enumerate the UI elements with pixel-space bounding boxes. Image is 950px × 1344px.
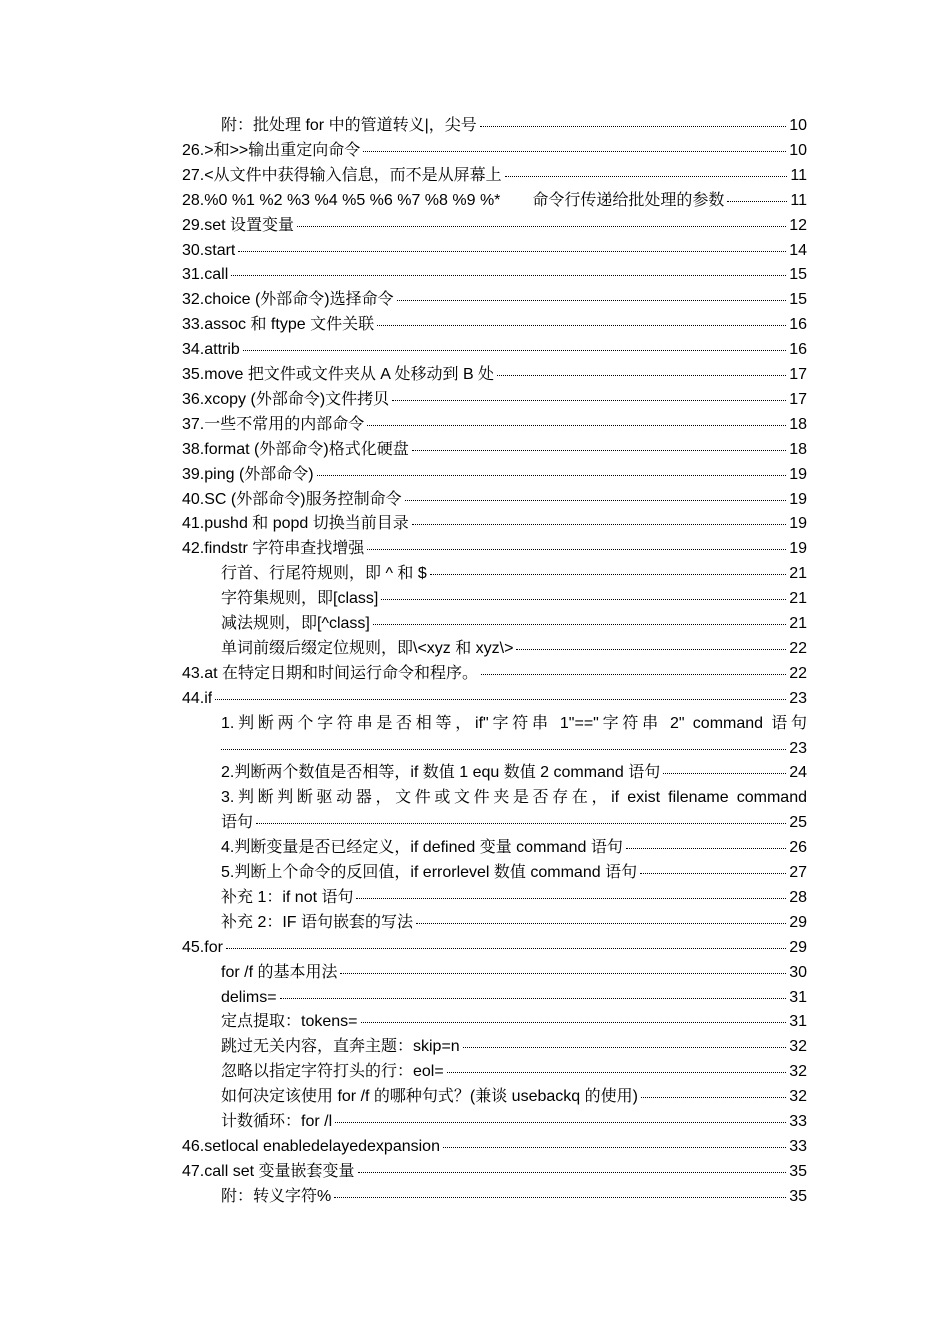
toc-entry-title: 单词前缀后缀定位规则，即\<xyz 和 xyz\> <box>221 639 514 657</box>
dot-leader <box>480 126 786 127</box>
toc-entry-page: 35 <box>789 1187 807 1205</box>
toc-entry-title: 33.assoc 和 ftype 文件关联 <box>182 316 375 334</box>
toc-entry[interactable] <box>221 986 807 1011</box>
toc-entry-page: 30 <box>789 963 807 981</box>
toc-entry[interactable] <box>221 886 807 911</box>
toc-entry[interactable] <box>182 413 807 438</box>
toc-entry[interactable] <box>221 1060 807 1085</box>
toc-entry[interactable] <box>221 961 807 986</box>
toc-entry-page: 19 <box>789 490 807 508</box>
toc-entry-title: 5.判断上个命令的反回值，if errorlevel 数值 command 语句 <box>221 864 638 881</box>
toc-entry-page: 31 <box>789 988 807 1006</box>
toc-entry[interactable] <box>221 562 807 587</box>
dot-leader <box>641 1097 786 1098</box>
dot-leader <box>505 176 788 177</box>
toc-entry[interactable] <box>221 861 807 886</box>
dot-leader <box>317 475 787 476</box>
toc-entry-page: 17 <box>789 390 807 408</box>
toc-entry-page: 27 <box>789 864 807 881</box>
dot-leader <box>381 599 786 600</box>
toc-entry-title: 38.format (外部命令)格式化硬盘 <box>182 440 409 458</box>
toc-entry-page: 32 <box>789 1088 807 1106</box>
dot-leader <box>373 624 786 625</box>
toc-entry-title: 34.attrib <box>182 341 240 359</box>
toc-entry-page: 19 <box>789 540 807 558</box>
toc-entry[interactable] <box>221 1085 807 1110</box>
toc-entry-title: 4.判断变量是否已经定义，if defined 变量 command 语句 <box>221 839 623 857</box>
toc-entry-page: 22 <box>789 664 807 682</box>
toc-entry[interactable] <box>221 761 807 786</box>
toc-entry-title: 46.setlocal enabledelayedexpansion <box>182 1137 440 1155</box>
toc-entry[interactable] <box>182 313 807 338</box>
toc-entry-title: 42.findstr 字符串查找增强 <box>182 540 365 558</box>
toc-entry-page: 11 <box>790 166 807 184</box>
toc-entry-page: 29 <box>789 913 807 931</box>
toc-entry-page: 29 <box>789 938 807 956</box>
toc-entry-title: 37.一些不常用的内部命令 <box>182 415 365 433</box>
toc-entry-title: 3.判断判断驱动器，文件或文件夹是否存在，if exist filename command <box>221 789 807 807</box>
dot-leader <box>356 898 786 899</box>
toc-entry[interactable] <box>182 512 807 537</box>
toc-entry-title: 45.for <box>182 938 223 956</box>
toc-entry-page: 22 <box>789 639 807 657</box>
toc-entry-title: 41.pushd 和 popd 切换当前目录 <box>182 515 409 533</box>
dot-leader <box>335 1122 786 1123</box>
toc-entry-page: 18 <box>789 415 807 433</box>
toc-entry[interactable] <box>182 687 807 712</box>
toc-entry-page: 32 <box>789 1063 807 1081</box>
dot-leader <box>256 823 786 824</box>
toc-entry[interactable] <box>182 388 807 413</box>
toc-entry[interactable] <box>182 488 807 513</box>
toc-entry-page: 15 <box>789 266 807 284</box>
toc-entry[interactable] <box>182 338 807 363</box>
toc-entry-page: 24 <box>789 764 807 782</box>
toc-entry-page: 23 <box>789 739 807 757</box>
toc-entry-title: 39.ping (外部命令) <box>182 465 314 483</box>
toc-entry-title: 35.move 把文件或文件夹从 A 处移动到 B 处 <box>182 366 495 383</box>
toc-entry-page: 31 <box>789 1013 807 1031</box>
dot-leader <box>430 574 786 575</box>
toc-entry[interactable] <box>221 811 807 836</box>
dot-leader <box>367 549 786 550</box>
toc-entry[interactable] <box>221 114 807 139</box>
toc-entry[interactable] <box>182 463 807 488</box>
dot-leader <box>412 450 787 451</box>
toc-entry[interactable] <box>182 214 807 239</box>
toc-entry[interactable] <box>182 139 807 164</box>
toc-entry-page: 17 <box>789 366 807 383</box>
dot-leader <box>663 773 786 774</box>
toc-entry[interactable] <box>182 189 807 214</box>
toc-entry-title: 31.call <box>182 266 229 284</box>
dot-leader <box>221 749 786 750</box>
toc-entry-title: 语句 <box>221 814 254 832</box>
toc-entry-title: 忽略以指定字符打头的行：eol= <box>221 1063 444 1081</box>
dot-leader <box>397 300 787 301</box>
toc-entry[interactable] <box>221 1110 807 1135</box>
dot-leader <box>367 425 786 426</box>
toc-entry[interactable] <box>182 662 807 687</box>
toc-entry[interactable] <box>182 537 807 562</box>
dot-leader <box>238 251 786 252</box>
toc-entry[interactable] <box>182 239 807 264</box>
toc-entry-title: 28.%0 %1 %2 %3 %4 %5 %6 %7 %8 %9 %* 命令行传递给批处理的参数 <box>182 191 725 209</box>
toc-entry-page: 21 <box>789 590 807 608</box>
toc-entry-title: 26.>和>>输出重定向命令 <box>182 141 361 159</box>
toc-entry[interactable] <box>221 1185 807 1210</box>
toc-entry-page: 33 <box>789 1137 807 1155</box>
toc-entry-title: 43.at 在特定日期和时间运行命令和程序。 <box>182 664 479 682</box>
dot-leader <box>358 1172 787 1173</box>
dot-leader <box>340 973 786 974</box>
toc-entry[interactable] <box>221 612 807 637</box>
toc-entry[interactable] <box>182 263 807 288</box>
toc-entry[interactable] <box>221 786 807 811</box>
toc-entry-title: for /f 的基本用法 <box>221 963 338 981</box>
toc-entry-title: 27.<从文件中获得输入信息，而不是从屏幕上 <box>182 166 502 184</box>
dot-leader <box>463 1047 787 1048</box>
dot-leader <box>226 948 786 949</box>
toc-entry-title: 字符集规则，即[class] <box>221 590 379 608</box>
toc-entry-title: 32.choice (外部命令)选择命令 <box>182 291 394 309</box>
toc-entry-title: 附：转义字符% <box>221 1187 332 1205</box>
dot-leader <box>443 1147 786 1148</box>
toc-entry-page: 25 <box>789 814 807 832</box>
toc-entry[interactable] <box>182 363 807 388</box>
toc-entry-page: 16 <box>789 341 807 359</box>
toc-entry-title: 29.set 设置变量 <box>182 216 295 234</box>
toc-entry-page: 35 <box>789 1162 807 1180</box>
toc-entry-title: 40.SC (外部命令)服务控制命令 <box>182 490 402 508</box>
toc-entry[interactable] <box>182 936 807 961</box>
dot-leader <box>447 1072 787 1073</box>
toc-entry[interactable] <box>182 438 807 463</box>
toc-entry-title: 30.start <box>182 241 236 259</box>
toc-entry-page: 10 <box>789 141 807 159</box>
toc-entry-title: 计数循环：for /l <box>221 1113 333 1130</box>
dot-leader <box>215 699 786 700</box>
toc-entry-page: 12 <box>789 216 807 234</box>
toc-entry[interactable] <box>221 737 807 762</box>
toc-entry[interactable] <box>221 1010 807 1035</box>
toc-entry-page: 15 <box>789 291 807 309</box>
toc-entry-page: 32 <box>789 1038 807 1056</box>
dot-leader <box>361 1022 787 1023</box>
toc-entry-page: 19 <box>789 465 807 483</box>
toc-entry-title: 1.判断两个字符串是否相等，if"字符串 1"=="字符串 2" command 语句 <box>221 714 807 732</box>
toc-entry-title: 47.call set 变量嵌套变量 <box>182 1162 355 1180</box>
toc-entry[interactable] <box>182 164 807 189</box>
dot-leader <box>377 325 786 326</box>
toc-entry[interactable] <box>221 836 807 861</box>
dot-leader <box>481 674 786 675</box>
toc-entry[interactable] <box>182 1160 807 1185</box>
toc-entry-page: 11 <box>790 191 807 209</box>
toc-entry-title: 定点提取：tokens= <box>221 1013 358 1031</box>
toc-entry-page: 28 <box>789 888 807 906</box>
toc-entry-page: 21 <box>789 565 807 583</box>
toc-entry[interactable] <box>221 911 807 936</box>
toc-entry-title: 36.xcopy (外部命令)文件拷贝 <box>182 390 390 408</box>
toc-entry-title: 跳过无关内容，直奔主题：skip=n <box>221 1038 460 1056</box>
toc-entry-title: 减法规则，即[^class] <box>221 615 370 632</box>
toc-entry-page: 21 <box>789 615 807 632</box>
dot-leader <box>231 275 786 276</box>
dot-leader <box>392 400 786 401</box>
toc-entry[interactable] <box>221 637 807 662</box>
dot-leader <box>640 873 786 874</box>
toc-entry[interactable] <box>182 1135 807 1160</box>
toc-entry-title: 2.判断两个数值是否相等，if 数值 1 equ 数值 2 command 语句 <box>221 764 661 782</box>
toc-entry-title: 行首、行尾符规则，即 ^ 和 $ <box>221 565 427 583</box>
toc-entry-title: 补充 1：if not 语句 <box>221 888 354 906</box>
dot-leader <box>416 923 786 924</box>
toc-entry[interactable] <box>221 712 807 737</box>
dot-leader <box>405 500 787 501</box>
toc-entry-title: 附：批处理 for 中的管道转义|，尖号 <box>221 117 477 134</box>
toc-entry-page: 10 <box>789 117 807 134</box>
toc-entry-title: delims= <box>221 988 277 1006</box>
toc-entry[interactable] <box>221 587 807 612</box>
toc-entry-page: 14 <box>789 241 807 259</box>
dot-leader <box>334 1197 786 1198</box>
toc-entry-page: 16 <box>789 316 807 334</box>
toc-entry-title: 44.if <box>182 689 213 707</box>
dot-leader <box>497 375 786 376</box>
toc-entry-page: 26 <box>789 839 807 857</box>
dot-leader <box>412 524 786 525</box>
dot-leader <box>626 848 786 849</box>
dot-leader <box>516 649 786 650</box>
dot-leader <box>280 998 787 999</box>
dot-leader <box>363 151 786 152</box>
toc-entry-title: 如何决定该使用 for /f 的哪种句式？(兼谈 usebackq 的使用) <box>221 1088 638 1106</box>
toc-entry-page: 23 <box>789 689 807 707</box>
dot-leader <box>297 226 786 227</box>
toc-entry-page: 18 <box>789 440 807 458</box>
dot-leader <box>243 350 786 351</box>
toc-entry-title: 补充 2：IF 语句嵌套的写法 <box>221 913 414 931</box>
dot-leader <box>727 201 787 202</box>
toc-entry-page: 19 <box>789 515 807 533</box>
toc-entry-page: 33 <box>789 1113 807 1130</box>
toc-entry[interactable] <box>221 1035 807 1060</box>
toc-entry[interactable] <box>182 288 807 313</box>
